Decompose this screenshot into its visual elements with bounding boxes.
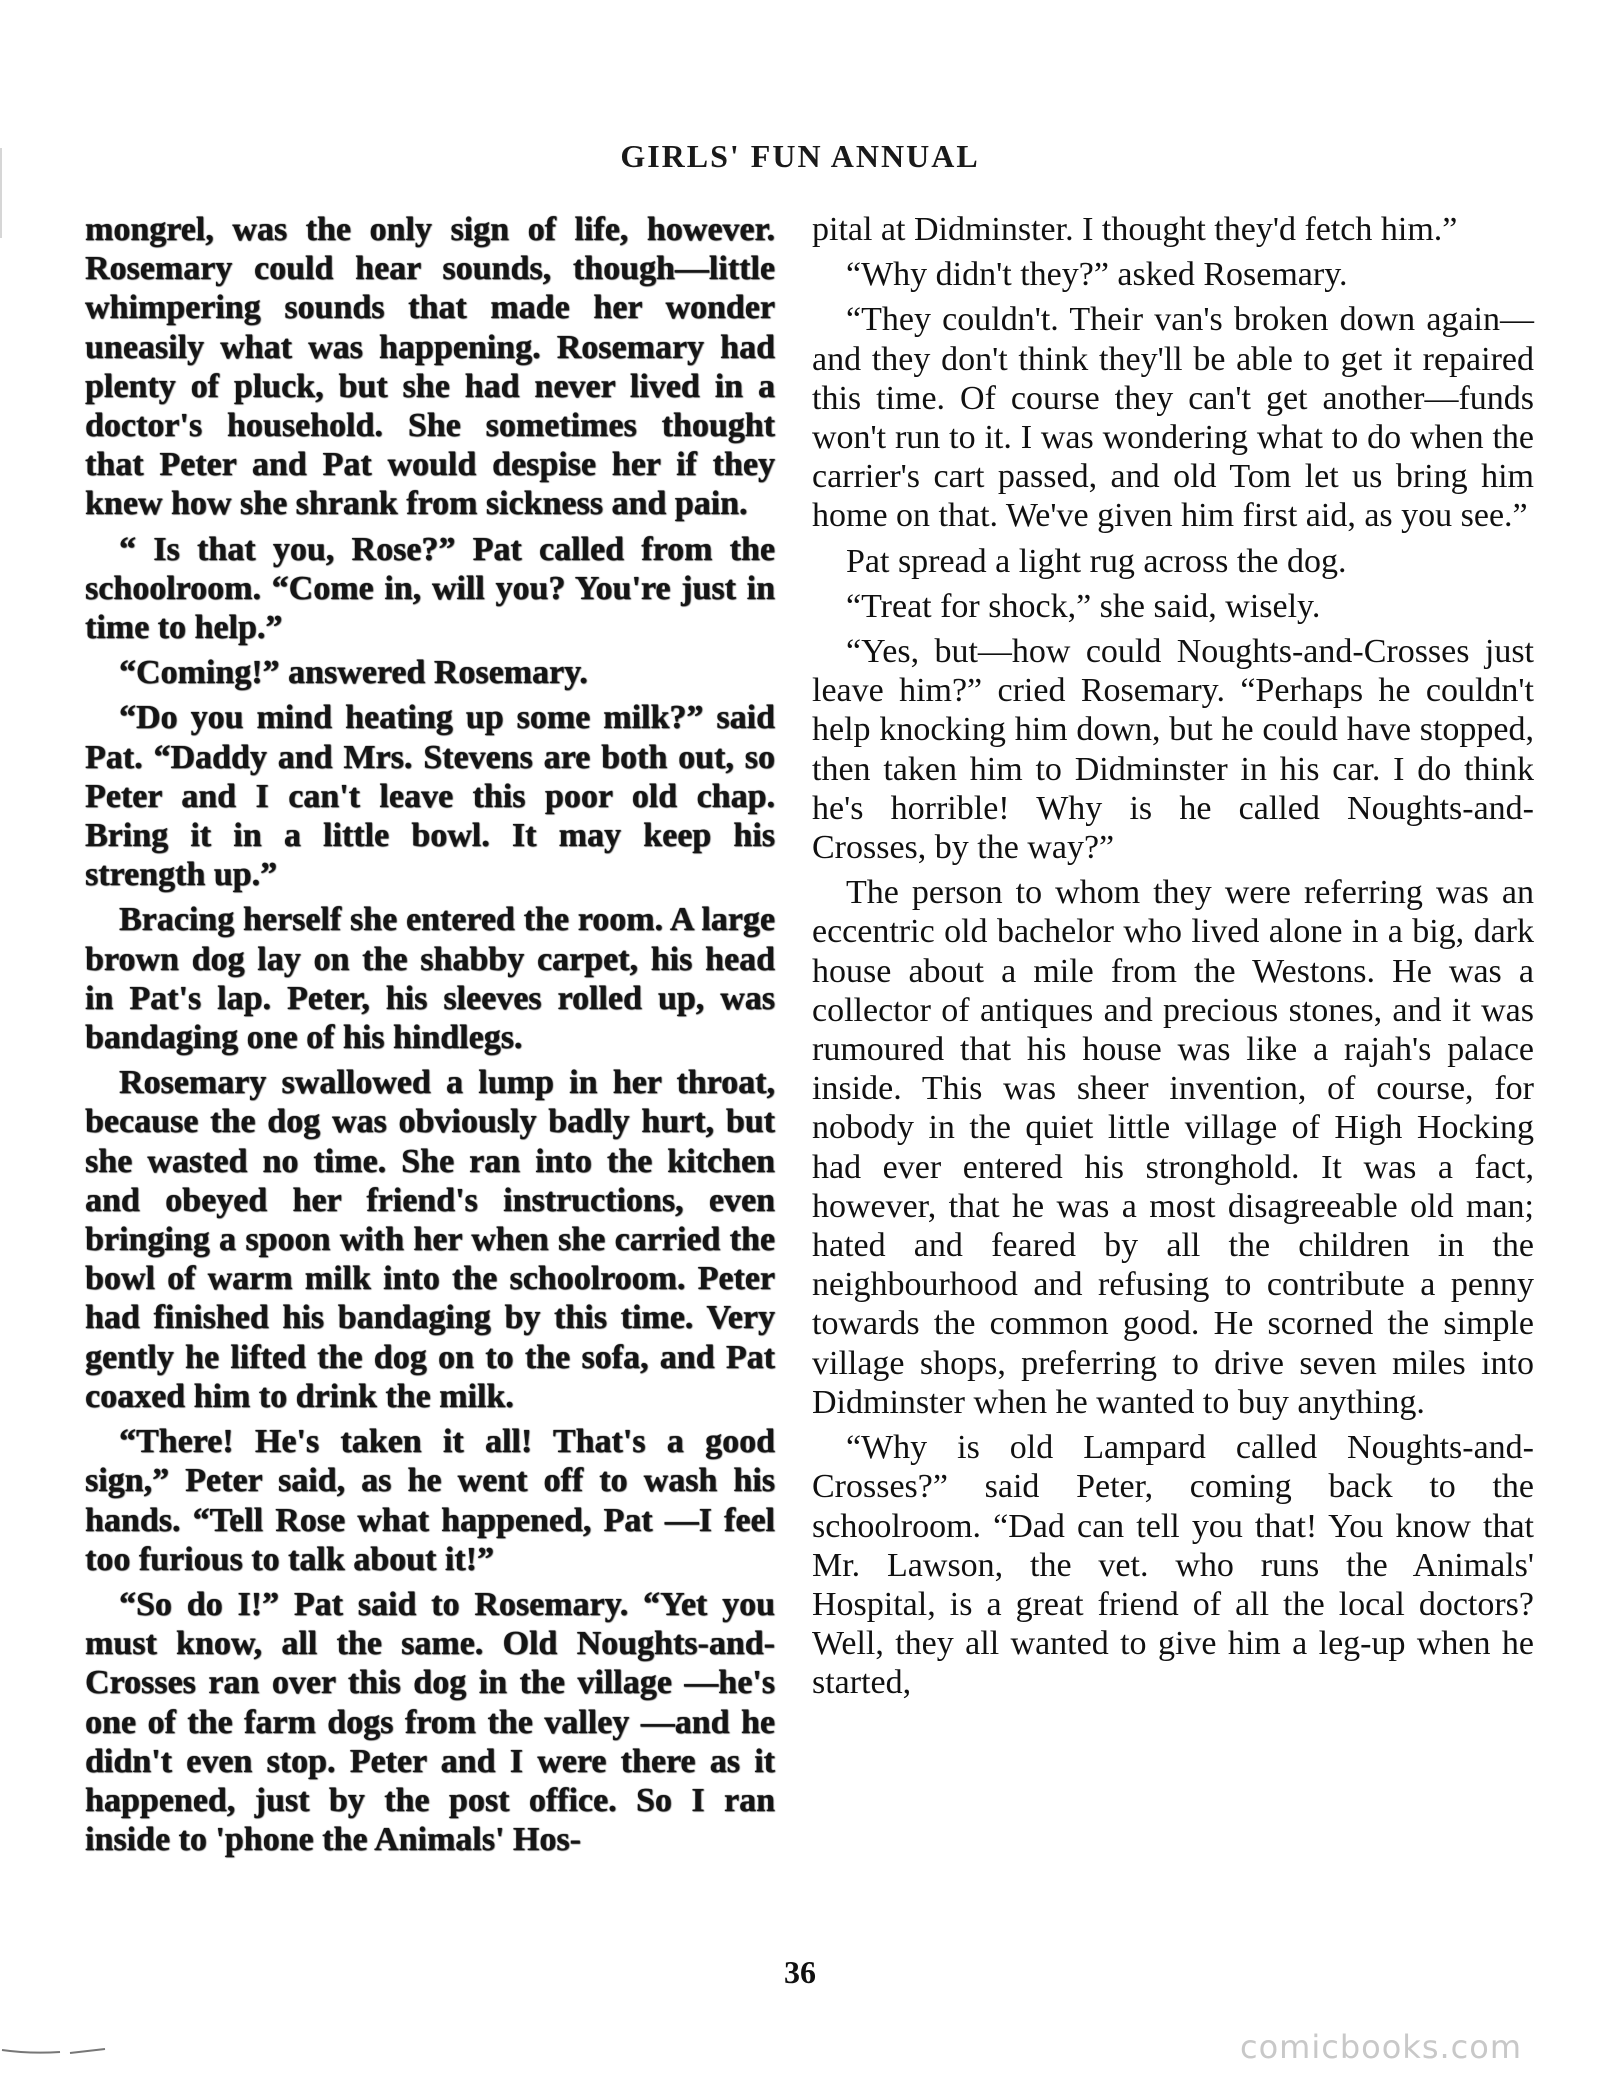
watermark: comicbooks.com (1239, 2028, 1522, 2066)
paragraph: “Why didn't they?” asked Rosemary. (846, 256, 1348, 294)
paragraph: “So do I!” Pat said to Rosemary. “Yet you must know, all the same. Old Noughts-and-Crosses ran over this dog in the village —he's one of the farm dogs from the valley —and he didn't even stop. Peter and I were there as it happened, just by the post office. So I ran inside to 'phone the Animals' Hos- (85, 1585, 775, 1859)
paragraph: Pat spread a light rug across the dog. (846, 542, 1347, 580)
paragraph: “Treat for shock,” she said, wisely. (846, 587, 1321, 625)
paragraph: Rosemary swallowed a lump in her throat, because the dog was obviously badly hurt, but she wasted no time. She ran into the kitchen and obeyed her friend's instructions, even bringing a spoon with her when she carried the bowl of warm milk into the schoolroom. Peter had finished his bandaging by this time. Very gently he lifted the dog on to the sofa, and Pat coaxed him to drink the milk. (85, 1064, 775, 1415)
paragraph: “Yes, but—how could Noughts-and-Crosses just leave him?” cried Rosemary. “Perhaps he couldn't help knocking him down, but he could have stopped, then taken him to Didminster in his car. I do think he's horrible! Why is he called Noughts-and-Crosses, by the way?” (812, 633, 1534, 867)
paragraph: The person to whom they were referring was an eccentric old bachelor who lived alone in a big, dark house about a mile from the Westons. He was a collector of antiques and precious stones, and it was rumoured that his house was like a rajah's palace inside. This was sheer invention, of course, for nobody in the quiet little village of High Hocking had ever entered his stronghold. It was a fact, however, that he was a most disagreeable old man; hated and feared by all the children in the neighbourhood and refusing to contribute a penny towards the common good. He scorned the simple village shops, preferring to drive seven miles into Didminster when he wanted to buy anything. (812, 874, 1534, 1421)
scan-stroke-mark (0, 2040, 110, 2060)
paragraph: “There! He's taken it all! That's a good sign,” Peter said, as he went off to wash his hands. “Tell Rose what happened, Pat —I feel too furious to talk about it!” (85, 1423, 775, 1578)
left-column (85, 210, 775, 1865)
paragraph: mongrel, was the only sign of life, however. Rosemary could hear sounds, though—little whimpering sounds that made her wonder uneasily what was happening. Rosemary had plenty of pluck, but she had never lived in a doctor's household. She sometimes thought that Peter and Pat would despise her if they knew how she shrank from sickness and pain. (85, 211, 775, 523)
paragraph: Bracing herself she entered the room. A large brown dog lay on the shabby carpet, his head in Pat's lap. Peter, his sleeves rolled up, was bandaging one of his hindlegs. (85, 901, 775, 1057)
paragraph: “Do you mind heating up some milk?” said Pat. “Daddy and Mrs. Stevens are both out, so Peter and I can't leave this poor old chap. Bring it in a little bowl. It may keep his strength up.” (85, 699, 775, 894)
running-head: GIRLS' FUN ANNUAL (620, 138, 980, 174)
paragraph: “ Is that you, Rose?” Pat called from the schoolroom. “Come in, will you? You're just in time to help.” (85, 530, 775, 647)
paragraph: pital at Didminster. I thought they'd fetch him.” (812, 211, 1458, 248)
paragraph: “Coming!” answered Rosemary. (119, 654, 588, 692)
paragraph: “Why is old Lampard called Noughts-and-Crosses?” said Peter, coming back to the schoolroom. “Dad can tell you that! You know that Mr. Lawson, the vet. who runs the Animals' Hospital, is a great friend of all the local doctors? Well, they all wanted to give him a leg-up when he started, (812, 1429, 1534, 1702)
right-column (812, 210, 1534, 1709)
page-number: 36 (784, 1954, 816, 1990)
paragraph: “They couldn't. Their van's broken down again—and they don't think they'll be able to get it repaired this time. Of course they can't get another—funds won't run to it. I was wondering what to do when the carrier's cart passed, and old Tom let us bring him home on that. We've given him first aid, as you see.” (812, 301, 1534, 535)
